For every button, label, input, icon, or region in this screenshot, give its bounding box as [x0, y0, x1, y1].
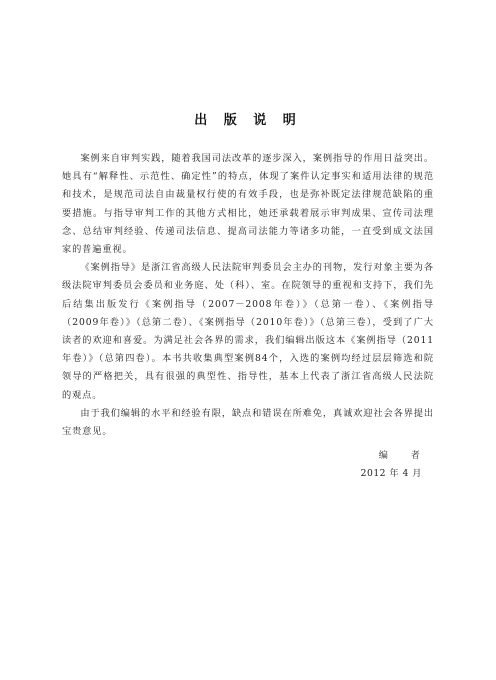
paragraph-3: 由于我们编辑的水平和经验有限，缺点和错误在所难免，真诚欢迎社会各界提出宝贵意见。	[62, 407, 434, 438]
paragraph-2: 《案例指导》是浙江省高级人民法院审判委员会主办的刊物，发行对象主要为各级法院审判委员会委员和业务庭、处（科）、室。在院领导的重视和支持下，我们先后结集出版发行《案例指导（2007－2008年卷）》（总第一卷）、《案例指导（2009年卷）》（总第二卷）、《案例指导（2010年卷）》（总第三卷），受到了广大读者的欢迎和喜爱。为满足社会各界的需求，我们编辑出版这本《案例指导（2011年卷）》（总第四卷）。本书共收集典型案例84个，入选的案例均经过层层筛选和院领导的严格把关，具有很强的典型性、指导性，基本上代表了浙江省高级人民法院的观点。	[62, 262, 434, 401]
body-text	[62, 150, 434, 441]
page-title: 出 版 说 明	[194, 113, 302, 128]
paragraph-1: 案例来自审判实践，随着我国司法改革的逐步深入，案例指导的作用日益突出。她具有“解释性、示范性、确定性”的特点，体现了案件认定事实和适用法律的规范和技术，是规范司法自由裁量权行使的有效手段，也是弥补既定法律规范缺陷的重要措施。与指导审判工作的其他方式相比，她还承载着展示审判成果、宣传司法理念、总结审判经验、传递司法信息、提高司法能力等诸多功能，一直受到成文法国家的普遍重视。	[62, 153, 434, 256]
signature-date: 2012 年 4 月	[360, 468, 422, 479]
signature-editor: 编 者	[378, 450, 430, 461]
